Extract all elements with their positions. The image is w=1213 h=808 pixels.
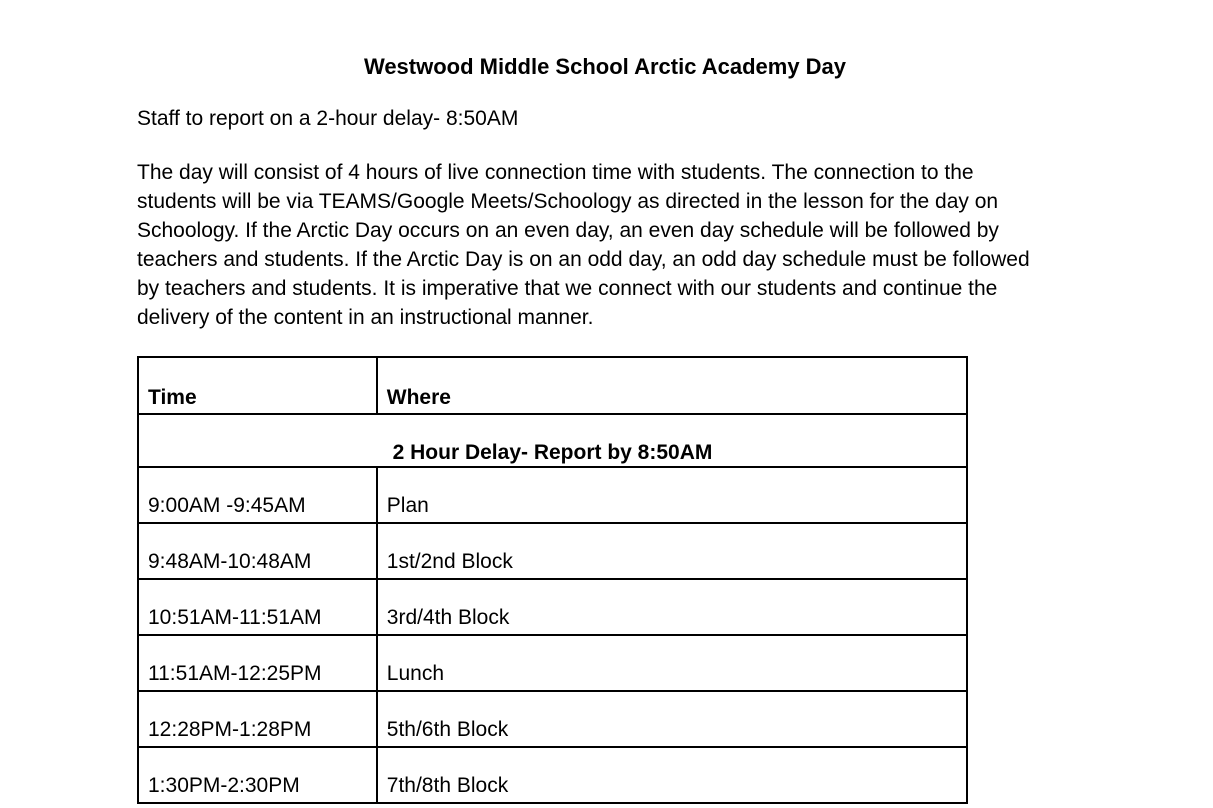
time-cell: 1:30PM-2:30PM xyxy=(138,747,377,803)
where-cell: Lunch xyxy=(377,635,967,691)
delay-cell xyxy=(138,414,967,467)
report-time-line: Staff to report on a 2-hour delay- 8:50AM xyxy=(137,107,519,130)
delay-row xyxy=(138,414,967,467)
table-header-row xyxy=(138,357,967,414)
paragraph-line: by teachers and students. It is imperative that we connect with our students and continue the xyxy=(137,277,998,300)
paragraph-line: delivery of the content in an instructional manner. xyxy=(137,306,594,329)
table-row xyxy=(138,523,967,579)
description-paragraph xyxy=(137,158,1082,332)
where-cell: 1st/2nd Block xyxy=(377,523,967,579)
time-cell: 10:51AM-11:51AM xyxy=(138,579,377,635)
paragraph-line: students will be via TEAMS/Google Meets/Schoology as directed in the lesson for the day on xyxy=(137,190,999,213)
time-cell: 9:48AM-10:48AM xyxy=(138,523,377,579)
where-cell: Plan xyxy=(377,467,967,523)
header-time: Time xyxy=(138,357,377,414)
table-row xyxy=(138,691,967,747)
time-cell: 11:51AM-12:25PM xyxy=(138,635,377,691)
time-cell: 12:28PM-1:28PM xyxy=(138,691,377,747)
where-cell: 3rd/4th Block xyxy=(377,579,967,635)
paragraph-line: The day will consist of 4 hours of live connection time with students. The connection to the xyxy=(137,161,974,184)
document-title: Westwood Middle School Arctic Academy Day xyxy=(363,54,847,79)
table-row xyxy=(138,635,967,691)
table-row xyxy=(138,467,967,523)
time-cell: 9:00AM -9:45AM xyxy=(138,467,377,523)
table-row xyxy=(138,747,967,803)
header-where: Where xyxy=(377,357,967,414)
schedule-table xyxy=(137,356,968,804)
paragraph-line: Schoology. If the Arctic Day occurs on an even day, an even day schedule will be followed by xyxy=(137,219,999,242)
table-row xyxy=(138,579,967,635)
where-cell: 5th/6th Block xyxy=(377,691,967,747)
where-cell: 7th/8th Block xyxy=(377,747,967,803)
paragraph-line: teachers and students. If the Arctic Day is on an odd day, an odd day schedule must be followed xyxy=(137,248,1030,271)
delay-text: 2 Hour Delay- Report by 8:50AM xyxy=(392,441,713,464)
